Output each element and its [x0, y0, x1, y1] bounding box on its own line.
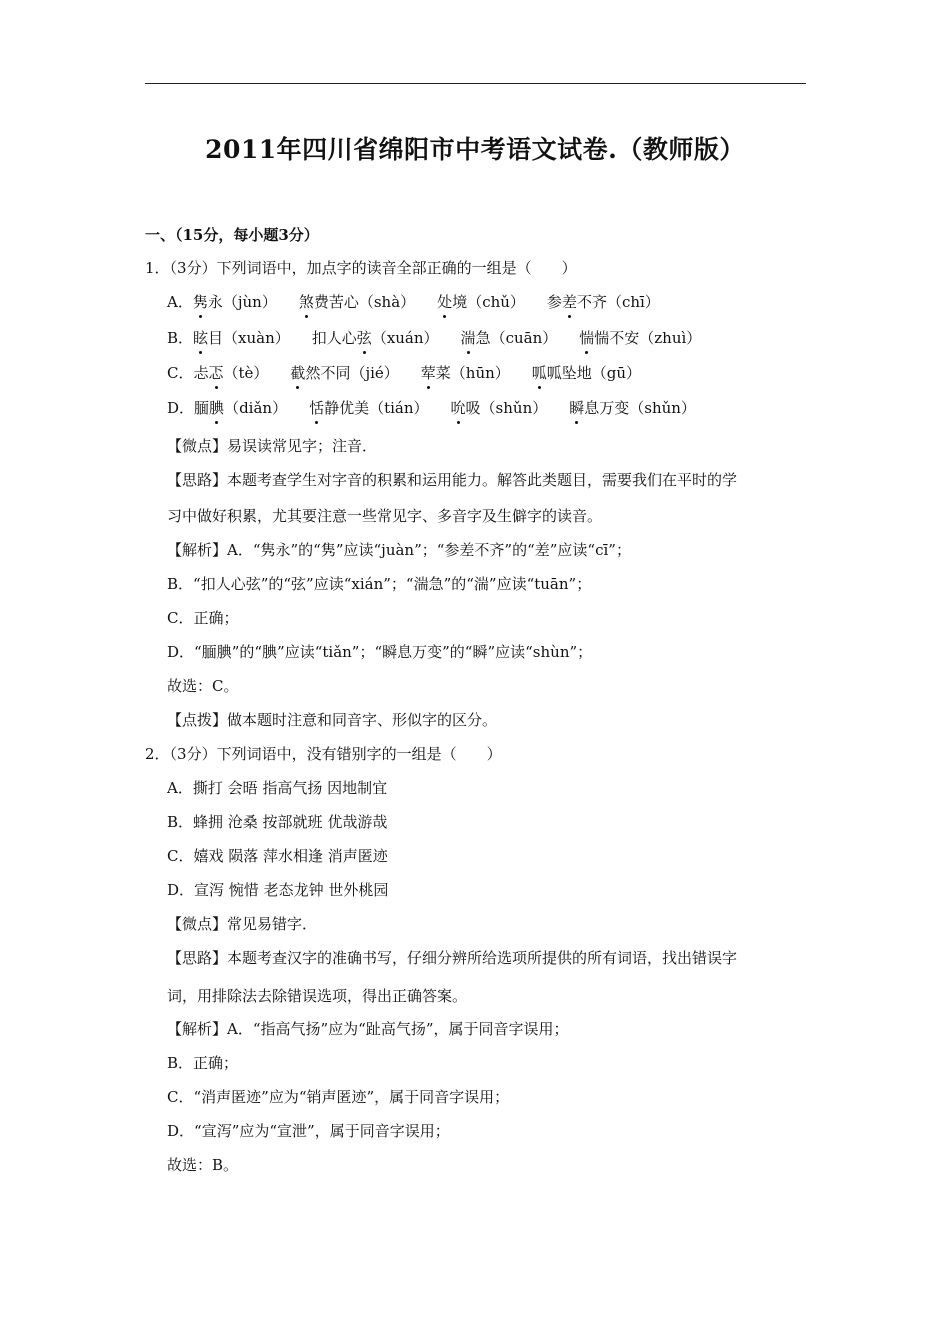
- option-label: A．: [167, 293, 193, 311]
- option-item: 恬静优美（tián）: [309, 399, 429, 417]
- q1-silu-line-2: 习中做好积累，尤其要注意一些常见字、多音字及生僻字的读音。: [167, 507, 603, 525]
- option-item: 腼腆（diǎn）: [194, 399, 288, 417]
- option-item: 参差不齐（chī）: [546, 293, 660, 311]
- q2-jiexi-c: C．“消声匿迹”应为“销声匿迹”，属于同音字误用；: [167, 1088, 510, 1106]
- option-item: 荤菜（hūn）: [420, 364, 510, 382]
- q1-jiexi-b: B．“扣人心弦”的“弦”应读“xián”；“湍急”的“湍”应读“tuān”；: [167, 575, 592, 593]
- q2-option-d: D．宣泻 惋惜 老态龙钟 世外桃园: [167, 881, 389, 899]
- option-item: 眩目（xuàn）: [193, 329, 290, 347]
- page-title: 2011年四川省绵阳市中考语文试卷.（教师版）: [205, 135, 745, 164]
- option-item: 处境（chǔ）: [437, 293, 525, 311]
- option-label: B．: [167, 329, 194, 347]
- q2-jiexi-a: 【解析】A．“指高气扬”应为“趾高气扬”，属于同音字误用；: [167, 1020, 569, 1038]
- q1-option-b: [167, 328, 723, 348]
- q1-option-d: [167, 398, 718, 418]
- q1-answer: 故选：C。: [167, 677, 239, 695]
- q2-weidian: 【微点】常见易错字．: [167, 915, 318, 933]
- section-header: 一、（15分，每小题3分）: [145, 226, 319, 244]
- option-item: 吮吸（shǔn）: [450, 399, 548, 417]
- option-item: 煞费苦心（shà）: [298, 293, 416, 311]
- option-item: 忐忑（tè）: [193, 364, 269, 382]
- option-item: 截然不同（jié）: [290, 364, 399, 382]
- q1-dianbo: 【点拨】做本题时注意和同音字、形似字的区分。: [167, 711, 498, 729]
- option-label: D．: [167, 399, 195, 417]
- option-item: 瞬息万变（shǔn）: [569, 399, 696, 417]
- q1-option-c: [167, 363, 663, 383]
- q1-silu-line-1: 【思路】本题考查学生对字音的积累和运用能力。解答此类题目，需要我们在平时的学: [167, 471, 738, 489]
- q2-option-b: B．蜂拥 沧桑 按部就班 优哉游哉: [167, 813, 388, 831]
- q1-stem: 1．（3分）下列词语中，加点字的读音全部正确的一组是（ ）: [145, 259, 577, 277]
- option-item: 湍急（cuān）: [460, 329, 558, 347]
- q2-jiexi-b: B．正确；: [167, 1054, 239, 1072]
- q2-option-a: A．撕打 会晤 指高气扬 因地制宜: [167, 779, 388, 797]
- q2-silu-line-1: 【思路】本题考查汉字的准确书写，仔细分辨所给选项所提供的所有词语，找出错误字: [167, 949, 738, 967]
- q2-stem: 2．（3分）下列词语中，没有错别字的一组是（ ）: [145, 745, 502, 763]
- option-item: 呱呱坠地（gū）: [531, 364, 642, 382]
- option-item: 惴惴不安（zhuì）: [579, 329, 702, 347]
- q1-jiexi-a: 【解析】A．“隽永”的“隽”应读“juàn”；“参差不齐”的“差”应读“cī”；: [167, 541, 631, 559]
- option-item: 隽永（jùn）: [192, 293, 277, 311]
- q1-option-a: [167, 292, 682, 312]
- q1-jiexi-d: D．“腼腆”的“腆”应读“tiǎn”；“瞬息万变”的“瞬”应读“shùn”；: [167, 643, 593, 661]
- q2-silu-line-2: 词，用排除法去除错误选项，得出正确答案。: [167, 987, 468, 1005]
- option-item: 扣人心弦（xuán）: [311, 329, 439, 347]
- q2-jiexi-d: D．“宣泻”应为“宣泄”，属于同音字误用；: [167, 1122, 450, 1140]
- q1-weidian: 【微点】易误读常见字；注音．: [167, 437, 378, 455]
- q1-jiexi-c: C．正确；: [167, 609, 239, 627]
- q2-answer: 故选：B。: [167, 1156, 239, 1174]
- header-rule: [145, 83, 806, 84]
- q2-option-c: C．嬉戏 陨落 萍水相逢 消声匿迹: [167, 847, 388, 865]
- option-label: C．: [167, 364, 194, 382]
